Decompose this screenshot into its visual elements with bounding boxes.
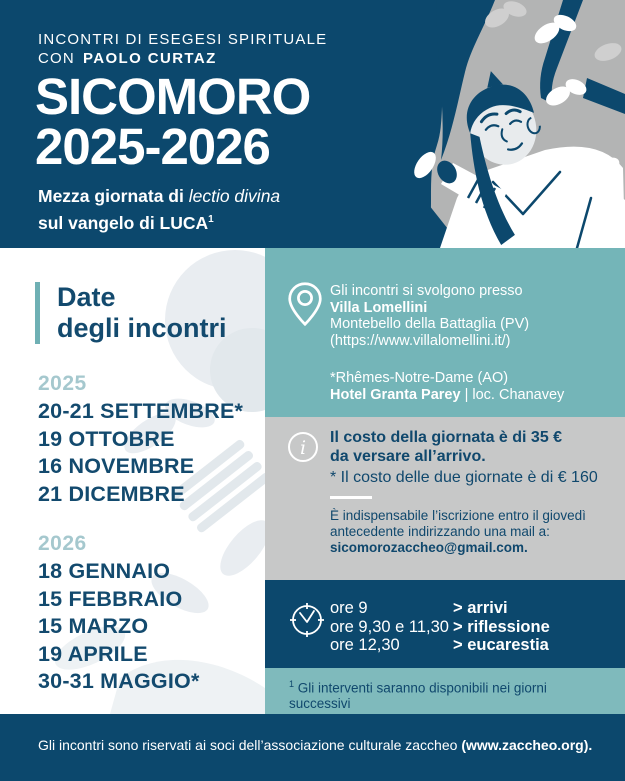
cost-box bbox=[265, 417, 625, 580]
info-column bbox=[265, 248, 625, 714]
date-item: 19 OTTOBRE bbox=[38, 426, 175, 451]
header-kicker bbox=[38, 30, 327, 68]
main-content bbox=[0, 248, 625, 714]
date-item: 15 FEBBRAIO bbox=[38, 586, 183, 611]
zacchaeus-tree-illustration bbox=[395, 0, 625, 248]
date-item: 21 DICEMBRE bbox=[38, 481, 185, 506]
schedule-row bbox=[330, 636, 615, 655]
poster-title bbox=[35, 68, 311, 175]
year-label-2025: 2025 bbox=[38, 372, 87, 395]
kicker-con: CON bbox=[38, 50, 75, 67]
poster-subtitle bbox=[38, 184, 280, 235]
kicker-speaker-name: PAOLO CURTAZ bbox=[82, 50, 217, 67]
subtitle-lectio-divina: lectio divina bbox=[188, 186, 281, 206]
date-item: 20-21 SETTEMBRE* bbox=[38, 399, 244, 423]
schedule-activity: > eucarestia bbox=[453, 636, 549, 655]
map-pin-icon bbox=[287, 281, 323, 327]
date-list-2026 bbox=[38, 558, 265, 696]
subtitle-prefix: Mezza giornata di bbox=[38, 186, 189, 206]
info-icon bbox=[287, 431, 319, 463]
footer-text: Gli incontri sono riservati ai soci dell’associazione culturale zaccheo bbox=[38, 737, 462, 753]
alt-location-place: *Rhêmes-Notre-Dame (AO) bbox=[330, 370, 509, 386]
footnote-text: Gli interventi saranno disponibili nei giorni successivi bbox=[289, 680, 547, 711]
location-url[interactable]: (https://www.villalomellini.it/) bbox=[330, 332, 511, 349]
schedule-time: ore 12,30 bbox=[330, 636, 400, 655]
date-item: 19 APRILE bbox=[38, 641, 148, 666]
schedule-row bbox=[330, 599, 615, 618]
svg-text:i: i bbox=[299, 437, 307, 459]
footer bbox=[0, 714, 625, 781]
clock-icon bbox=[287, 600, 327, 640]
footnote-mark: 1 bbox=[289, 679, 295, 689]
heading-accent-bar bbox=[35, 282, 40, 344]
subtitle-footnote-mark: 1 bbox=[208, 214, 214, 225]
schedule-activity: > riflessione bbox=[453, 617, 550, 636]
date-item: 18 GENNAIO bbox=[38, 559, 171, 583]
location-city: Montebello della Battaglia (PV) bbox=[330, 316, 530, 332]
cost-line1: Il costo della giornata è di 35 € bbox=[330, 429, 563, 446]
registration-line1: È indispensabile l’iscrizione entro il giovedì bbox=[330, 508, 586, 523]
alt-location-venue: Hotel Granta Parey | loc. Chanavey bbox=[330, 386, 565, 403]
title-line1: SICOMORO bbox=[35, 68, 311, 125]
kicker-line1: INCONTRI DI ESEGESI SPIRITUALE bbox=[38, 31, 328, 48]
location-box bbox=[265, 248, 625, 417]
schedule-time: ore 9,30 e 11,30 bbox=[330, 617, 449, 636]
date-item: 30-31 MAGGIO* bbox=[38, 669, 200, 693]
title-line2: 2025-2026 bbox=[35, 118, 270, 175]
cost-line2: da versare all’arrivo. bbox=[330, 447, 486, 465]
date-item: 16 NOVEMBRE bbox=[38, 454, 195, 478]
schedule-activity: > arrivi bbox=[453, 599, 508, 617]
cost-note: * Il costo delle due giornate è di € 160 bbox=[330, 469, 598, 486]
year-label-2026: 2026 bbox=[38, 532, 87, 555]
schedule-box bbox=[265, 580, 625, 668]
location-intro: Gli incontri si svolgono presso bbox=[330, 283, 523, 299]
dates-heading bbox=[35, 282, 265, 344]
header bbox=[0, 0, 625, 248]
registration-line2: antecedente indirizzando una mail a: bbox=[330, 523, 550, 539]
footer-link[interactable]: (www.zaccheo.org). bbox=[461, 737, 593, 753]
dates-panel bbox=[0, 248, 265, 714]
registration-email[interactable]: sicomorozaccheo@gmail.com. bbox=[330, 539, 528, 555]
kicker-line2 bbox=[38, 49, 327, 68]
location-venue: Villa Lomellini bbox=[330, 299, 428, 316]
dates-title: Date degli incontri bbox=[57, 282, 227, 343]
date-item: 15 MARZO bbox=[38, 614, 149, 638]
date-list-2025 bbox=[38, 398, 265, 508]
footnote-strip bbox=[265, 668, 625, 714]
subtitle-line2: sul vangelo di LUCA bbox=[38, 212, 209, 233]
schedule-row bbox=[330, 618, 615, 637]
schedule-time: ore 9 bbox=[330, 599, 368, 617]
divider bbox=[330, 496, 372, 499]
